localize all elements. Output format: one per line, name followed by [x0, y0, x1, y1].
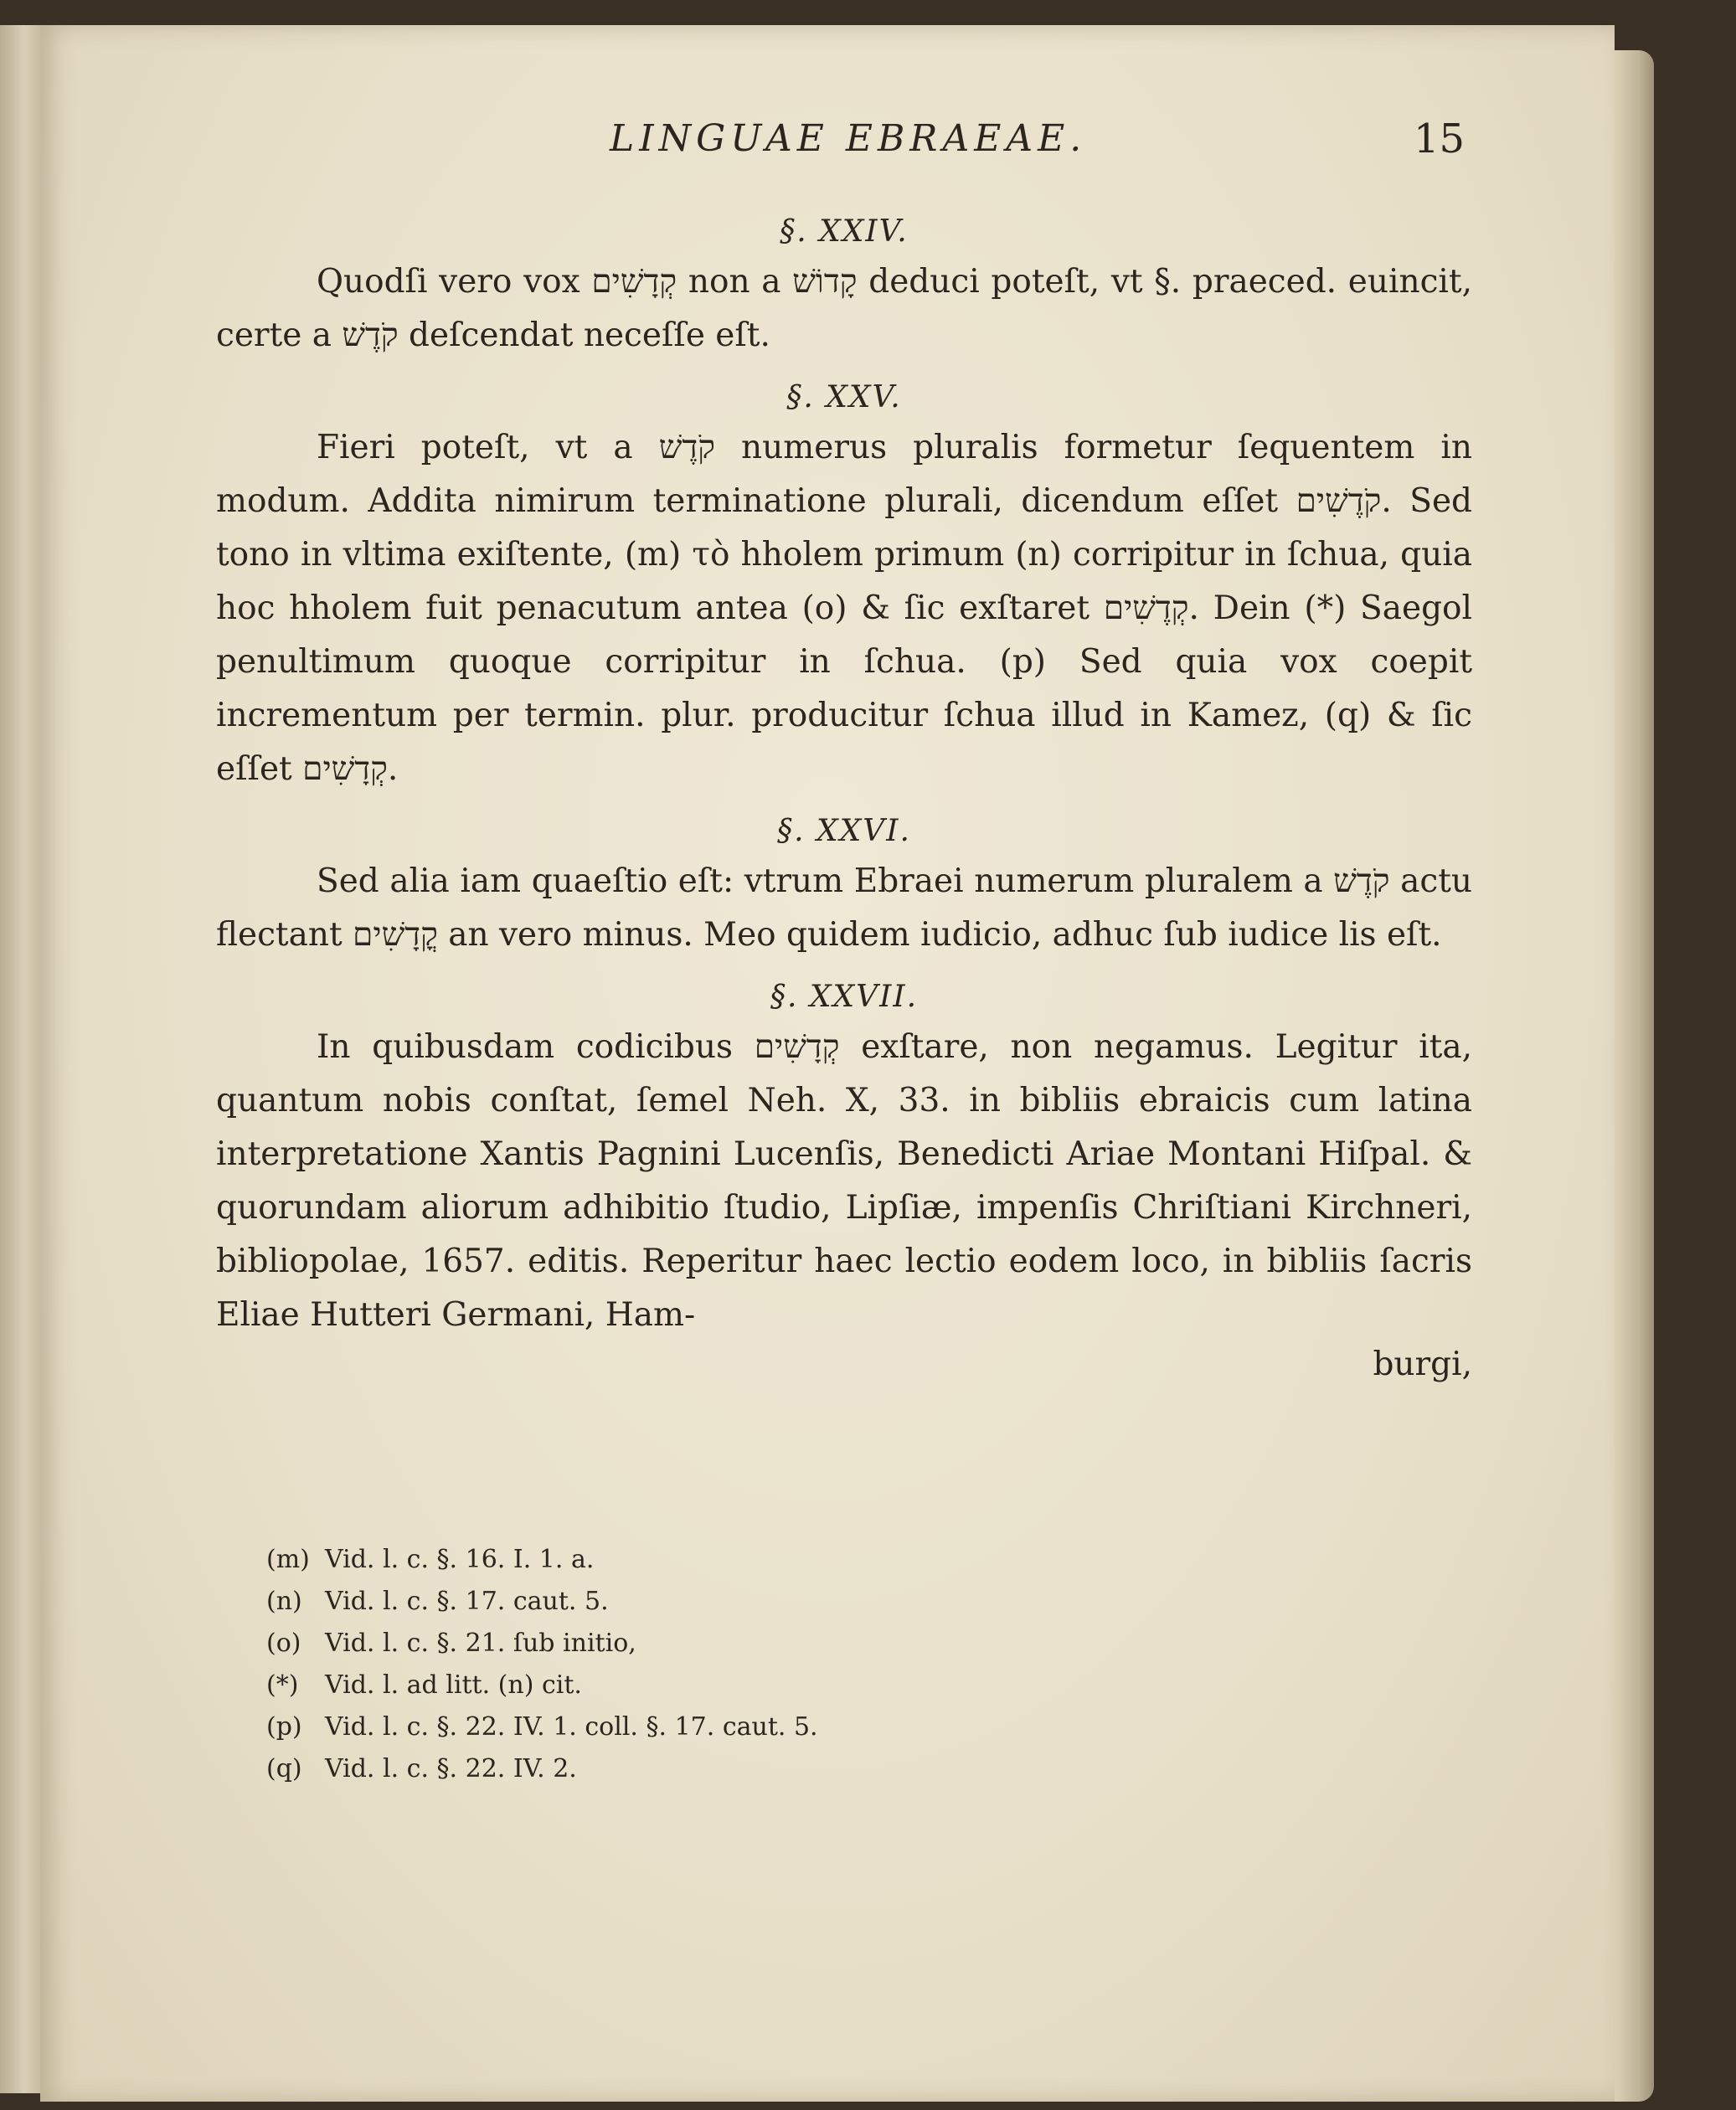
footnote-text: Vid. l. c. §. 22. IV. 1. coll. §. 17. caut. 5. [325, 1712, 818, 1742]
section-heading: §. XXVI. [777, 814, 911, 848]
footnotes [266, 1539, 1271, 1790]
footnote-mark: (p) [266, 1712, 302, 1742]
footnote [266, 1539, 1271, 1581]
section-xxiv [216, 208, 1472, 363]
footnote-text: Vid. l. ad litt. (n) cit. [325, 1670, 582, 1700]
footnote-text: Vid. l. c. §. 16. I. 1. a. [325, 1545, 595, 1574]
paragraph: Quodſi vero vox קְדָשִׁים non a קָדוֹשׁ deduci poteſt, vt §. praeced. euincit, certe a קֹדֶשׁ deſcendat neceſſe eſt. [216, 263, 1472, 354]
footnote-mark: (o) [266, 1629, 301, 1658]
footnote-mark: (m) [266, 1545, 310, 1574]
footnote [266, 1706, 1271, 1748]
book-page [40, 25, 1615, 2102]
main-text [216, 197, 1472, 1387]
footnote-text: Vid. l. c. §. 22. IV. 2. [325, 1754, 577, 1783]
paragraph: Fieri poteſt, vt a קֹדֶשׁ numerus pluralis formetur ſequentem in modum. Addita nimirum terminatione plurali, dicendum eſſet קֹדֶשִׁים. Sed tono in vltima exiſtente, (m) τὸ hholem primum (n) corripitur in ſchua, quia hoc hholem fuit penacutum antea (o) & ſic exſtaret קְדֶשִׁים. Dein (*) Saegol penultimum quoque corripitur in ſchua. (p) Sed quia vox coepit incrementum per termin. plur. producitur ſchua illud in Kamez, (q) & ſic eſſet קְדָשִׁים. [216, 429, 1473, 788]
footnote-mark: (n) [266, 1587, 302, 1616]
page-number: 15 [1414, 116, 1466, 162]
running-title: LINGUAE EBRAEAE. [610, 117, 1087, 160]
paragraph: Sed alia iam quaeſtio eſt: vtrum Ebraei numerum pluralem a קֹדֶשׁ actu flectant קֳדָשִׁים an vero minus. Meo quidem iudicio, adhuc ſub iudice lis eſt. [216, 862, 1473, 954]
section-xxv [216, 374, 1472, 796]
footnote-text: Vid. l. c. §. 21. ſub initio, [325, 1629, 636, 1658]
footnote [266, 1581, 1271, 1623]
previous-page-edge [0, 25, 40, 2093]
footnote [266, 1665, 1271, 1706]
section-xxvi [216, 808, 1472, 962]
footnote-mark: (*) [266, 1670, 299, 1700]
catchword: burgi, [1373, 1346, 1472, 1383]
paragraph: In quibusdam codicibus קְדָשִׁים exſtare, non negamus. Legitur ita, quantum nobis conſtat, ſemel Neh. X, 33. in bibliis ebraicis cum latina interpretatione Xantis Pagnini Lucenſis, Benedicti Ariae Montani Hiſpal. & quorundam aliorum adhibitio ſtudio, Lipſiæ, impenſis Chriſtiani Kirchneri, bibliopolae, 1657. editis. Reperitur haec lectio eodem loco, in bibliis ſacris Eliae Hutteri Germani, Ham- [216, 1028, 1472, 1334]
footnote-text: Vid. l. c. §. 17. caut. 5. [325, 1587, 609, 1616]
section-xxvii [216, 974, 1472, 1342]
footnote-mark: (q) [266, 1754, 302, 1783]
footnote [266, 1623, 1271, 1665]
section-heading: §. XXIV. [780, 214, 909, 249]
section-heading: §. XXVII. [770, 980, 919, 1014]
section-heading: §. XXV. [786, 380, 902, 414]
page-header [40, 109, 1615, 167]
footnote [266, 1748, 1271, 1790]
